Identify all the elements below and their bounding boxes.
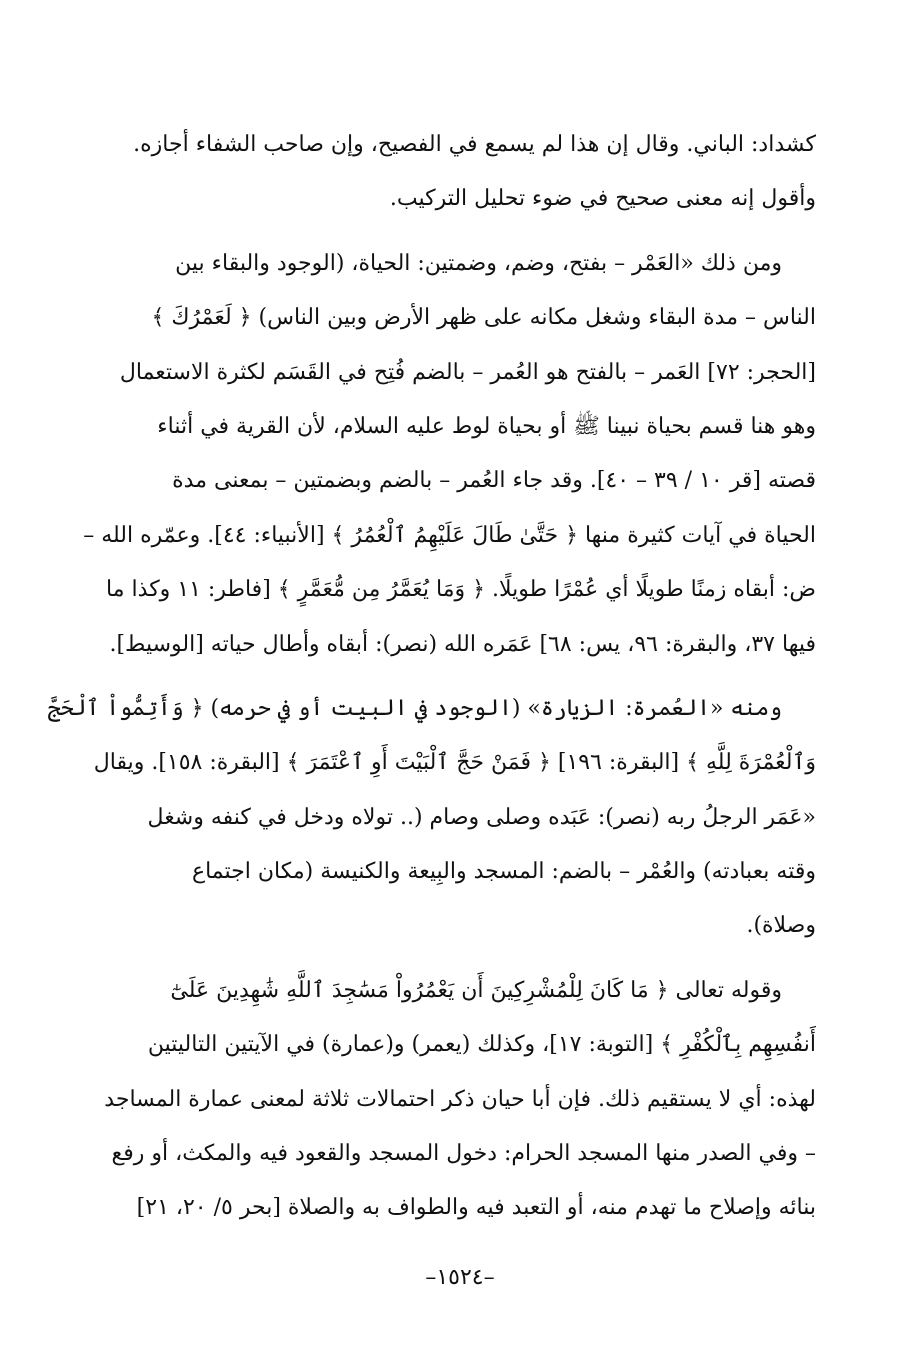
text-line: كشداد: الباني. وقال إن هذا لم يسمع في الفصيح، وإن صاحب الشفاء أجازه. xyxy=(133,132,816,157)
paragraph xyxy=(83,237,816,672)
text-line: فيها ٣٧، والبقرة: ٩٦، يس: ٦٨] عَمَره الله (نصر): أبقاه وأطال حياته [الوسيط]. xyxy=(109,631,816,657)
text-line: ومن ذلك «العَمْر – بفتح، وضم، وضمتين: الحياة، (الوجود والبقاء بين xyxy=(175,250,782,276)
text-line: وقته بعبادته) والعُمْر – بالضم: المسجد والبِيعة والكنيسة (مكان اجتماع xyxy=(191,859,816,885)
paragraph-gap xyxy=(100,227,816,237)
paragraph-gap xyxy=(100,954,816,964)
text-line: قصته [قر ١٠ / ٣٩ – ٤٠]. وقد جاء العُمر – بالضم وبضمتين – بمعنى مدة xyxy=(172,468,816,494)
text-line: وصلاة). xyxy=(746,913,816,939)
paragraph xyxy=(100,118,816,227)
text-line: ومنه «العُمرة: الزيارة» (الوجود في البيت أو في حرمه) ﴿ وَأَتِمُّواْ ٱلْحَجَّ xyxy=(47,695,782,721)
text-line: وَٱلْعُمْرَةَ لِلَّهِ ﴾ [البقرة: ١٩٦] ﴿ فَمَنْ حَجَّ ٱلْبَيْتَ أَوِ ٱعْتَمَرَ ﴾ [البقرة: ١٥٨]. ويقال xyxy=(93,750,816,776)
text-line: وقوله تعالى ﴿ مَا كَانَ لِلْمُشْرِكِينَ أَن يَعْمُرُواْ مَسَٰجِدَ ٱللَّهِ شَٰهِدِينَ عَلَىٰٓ xyxy=(170,977,782,1003)
text-line: بنائه وإصلاح ما تهدم منه، أو التعبد فيه والطواف به والصلاة [بحر ٥/ ٢٠، ٢١] xyxy=(136,1195,816,1221)
paragraph-gap xyxy=(100,672,816,682)
paragraph xyxy=(100,964,816,1236)
text-line: «عَمَر الرجلُ ربه (نصر): عَبَده وصلى وصام (.. تولاه ودخل في كنفه وشغل xyxy=(147,804,816,830)
paragraph xyxy=(47,682,816,954)
page-number: –١٥٢٤– xyxy=(425,1265,495,1290)
text-line: [الحجر: ٧٢] العَمر – بالفتح هو العُمر – بالضم فُتِح في القَسَم لكثرة الاستعمال xyxy=(119,359,816,385)
body-text xyxy=(47,118,816,1236)
text-line: وهو هنا قسم بحياة نبينا ﷺ أو بحياة لوط عليه السلام، لأن القرية في أثناء xyxy=(157,413,816,439)
text-line: ض: أبقاه زمنًا طويلًا أي عُمْرًا طويلًا. ﴿ وَمَا يُعَمَّرُ مِن مُّعَمَّرٍ ﴾ [فاطر: ١١ وكذا ما xyxy=(106,577,816,603)
text-line: أَنفُسِهِم بِٱلْكُفْرِ ﴾ [التوبة: ١٧]، وكذلك (يعمر) و(عمارة) في الآيتين التاليتين xyxy=(147,1032,816,1058)
text-line: لهذه: أي لا يستقيم ذلك. فإن أبا حيان ذكر احتمالات ثلاثة لمعنى عمارة المساجد xyxy=(104,1086,816,1112)
text-line: الحياة في آيات كثيرة منها ﴿ حَتَّىٰ طَالَ عَلَيْهِمُ ٱلْعُمُرُ ﴾ [الأنبياء: ٤٤]. وعمّره الله – xyxy=(83,522,816,548)
text-line: وأقول إنه معنى صحيح في ضوء تحليل التركيب. xyxy=(389,186,816,212)
text-line: – وفي الصدر منها المسجد الحرام: دخول المسجد والقعود فيه والمكث، أو رفع xyxy=(111,1141,816,1167)
text-line: الناس – مدة البقاء وشغل مكانه على ظهر الأرض وبين الناس) ﴿ لَعَمْرُكَ ﴾ xyxy=(151,305,816,331)
